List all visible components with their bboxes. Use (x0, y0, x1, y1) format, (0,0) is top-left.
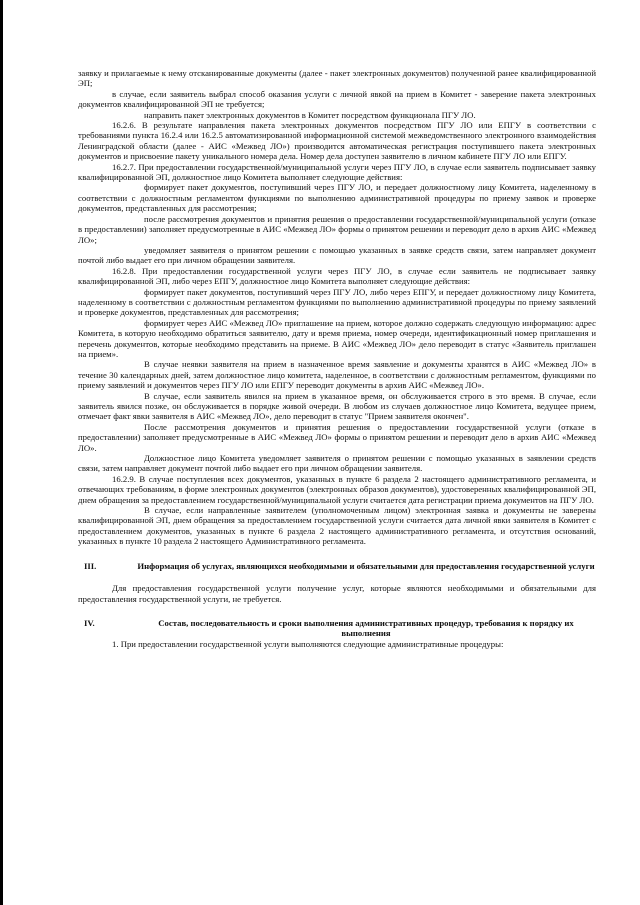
paragraph: направить пакет электронных документов в Комитет посредством функционала ПГУ ЛО. (144, 109, 476, 120)
paragraph: В случае, если направленные заявителем (уполномоченным лицом) электронная заявка и документы не заверены квалифицированной ЭП, днем обращения за предоставлением государственной услуги считается дата личной явки заявителя в Комитет с предоставлением документов, указанных в пункте 6 раздела 2 настоящего административного регламента, и отсутствия оснований, указанных в пункте 10 раздела 2 настоящего Административного регламента. (78, 505, 596, 547)
section-3-heading (78, 561, 596, 571)
paragraph: формирует пакет документов, поступивший через ПГУ ЛО, либо через ЕПГУ, и передает должностному лицу Комитета, наделенному в соответствии с должностным регламентом функциями по выполнению административной процедуры по приему заявлений и проверке документов, представленных для рассмотрения; (78, 286, 596, 318)
section-4-text: 1. При предоставлении государственной услуги выполняются следующие административные процедуры: (112, 638, 504, 649)
section-4-heading (78, 618, 596, 639)
paragraph: 16.2.8. При предоставлении государственной услуги через ПГУ ЛО, в случае если заявитель не подписывает заявку квалифицированной ЭП, либо через ЕПГУ, должностное лицо Комитета выполняет следующие действия: (78, 265, 596, 287)
paragraph: В случае неявки заявителя на прием в назначенное время заявление и документы хранятся в АИС «Межвед ЛО» в течение 30 календарных дней, затем должностное лицо комитета, наделенное, в соответствии с должностным регламентом, функциями по приему заявлений и документов через ПГУ ЛО или ЕПГУ переводит документы в архив АИС «Межвед ЛО». (78, 359, 596, 391)
paragraph: уведомляет заявителя о принятом решении с помощью указанных в заявке средств связи, затем направляет документ почтой либо выдает его при личном обращении заявителя. (78, 244, 596, 266)
paragraph: после рассмотрения документов и принятия решения о предоставлении государственной/муниципальной услуги (отказе в предоставлении) заполняет предусмотренные в АИС «Межвед ЛО» формы о принятом решении и переводит дело в архив АИС «Межвед ЛО»; (78, 213, 596, 245)
section-3-text: Для предоставления государственной услуги получение услуг, которые являются необходимыми и обязательными для предоставления государственной услуги, не требуется. (78, 583, 596, 604)
section-4-title: Состав, последовательность и сроки выполнения административных процедур, требования к порядку их выполнения (158, 617, 574, 639)
paragraph: формирует пакет документов, поступивший через ПГУ ЛО, и передает должностному лицу Комитета, наделенному в соответствии с должностным регламентом функциями по выполнению административной процедуры по приему заявок и проверке документов, представленных для рассмотрения; (78, 182, 596, 214)
paragraph: Должностное лицо Комитета уведомляет заявителя о принятом решении с помощью указанных в заявлении средств связи, затем направляет документ почтой либо выдает его при личном обращении заявителя. (78, 453, 596, 474)
section-4-number: IV. (84, 617, 95, 628)
paragraph: В случае, если заявитель явился на прием в указанное время, он обслуживается строго в это время. В случае, если заявитель явился позже, он обслуживается в порядке живой очереди. В любом из случаев должностное лицо Комитета, ведущее прием, отмечает факт явки заявителя в АИС «Межвед ЛО», дело переводит в статус "Прием заявителя окончен". (78, 390, 596, 422)
document-page (78, 68, 596, 649)
paragraph: заявку и прилагаемые к нему отсканированные документы (далее - пакет электронных документов) полученной ранее квалифицированной ЭП; (78, 68, 596, 89)
paragraph: в случае, если заявитель выбрал способ оказания услуги с личной явкой на прием в Комитет - заверение пакета электронных документов квалифицированной ЭП не требуется; (78, 88, 596, 110)
paragraph: формирует через АИС «Межвед ЛО» приглашение на прием, которое должно содержать следующую информацию: адрес Комитета, в которую необходимо обратиться заявителю, дату и время приема, номер очереди, идентификационный номер приглашения и перечень документов, которые необходимо представить на приеме. В АИС «Межвед ЛО» дело переводит в статус «Заявитель приглашен на прием». (78, 317, 596, 359)
scan-edge (0, 0, 3, 905)
paragraph: 16.2.6. В результате направления пакета электронных документов посредством ПГУ ЛО или ЕПГУ в соответствии с требованиями пункта 16.2.4 или 16.2.5 автоматизированной информационной системой межведомственного электронного взаимодействия Ленинградской области (далее - АИС «Межвед ЛО») производится автоматическая регистрация поступившего пакета электронных документов и присвоение пакету уникального номера дела. Номер дела доступен заявителю в личном кабинете ПГУ ЛО или ЕПГУ. (78, 120, 596, 162)
section-3-title: Информация об услугах, являющихся необходимыми и обязательными для предоставления государственной услуги (137, 560, 595, 571)
paragraph: После рассмотрения документов и принятия решения о предоставлении государственной услуги (отказе в предоставлении) заполняет предусмотренные в АИС «Межвед ЛО» формы о принятом решении и переводит дело в архив АИС «Межвед ЛО». (78, 421, 596, 453)
section-3-number: III. (84, 560, 97, 571)
paragraph: 16.2.9. В случае поступления всех документов, указанных в пункте 6 раздела 2 настоящего административного регламента, и отвечающих требованиям, в форме электронных документов (электронных образов документов), удостоверенных квалифицированной ЭП, днем обращения за предоставлением государственной/муниципальной услуги считается дата регистрации приема документов на ПГУ ЛО. (78, 473, 596, 505)
body-paragraphs (78, 68, 596, 547)
paragraph: 16.2.7. При предоставлении государственной/муниципальной услуги через ПГУ ЛО, в случае если заявитель подписывает заявку квалифицированной ЭП, должностное лицо Комитета выполняет следующие действия: (78, 161, 596, 183)
